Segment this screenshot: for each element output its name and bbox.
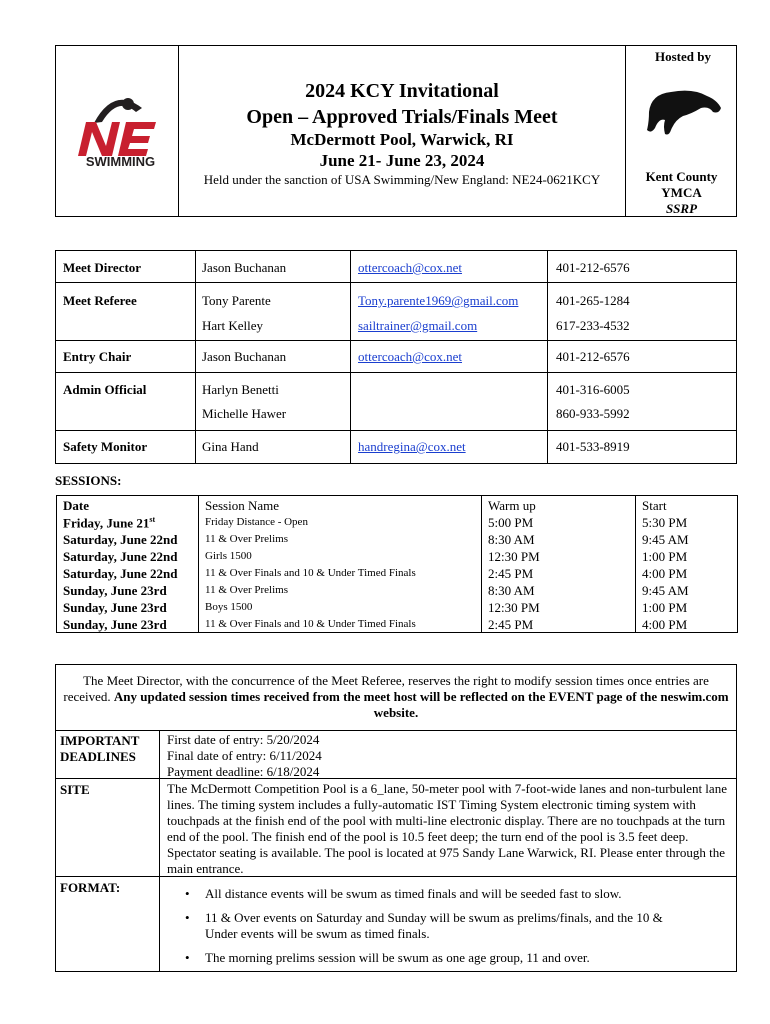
deadlines-list bbox=[167, 732, 322, 780]
official-name: Gina Hand bbox=[202, 439, 259, 454]
official-email-link[interactable]: ottercoach@cox.net bbox=[358, 349, 463, 364]
format-item: • The morning prelims session will be swum as one age group, 11 and over. bbox=[160, 950, 680, 966]
official-phone: 401-533-8919 bbox=[556, 439, 630, 454]
session-start: 5:30 PM bbox=[642, 515, 688, 530]
official-name: Tony Parente bbox=[202, 293, 271, 308]
payment-deadline: Payment deadline: 6/18/2024 bbox=[167, 764, 320, 779]
session-date: Sunday, June 23rd bbox=[63, 583, 167, 598]
host-line-1: Kent County bbox=[645, 169, 718, 184]
session-start: 4:00 PM bbox=[642, 617, 688, 632]
deadlines-label: IMPORTANT DEADLINES bbox=[60, 733, 140, 764]
official-phone: 401-212-6576 bbox=[556, 260, 630, 275]
session-warmup: 12:30 PM bbox=[488, 549, 540, 564]
ne-swimming-logo-graphic bbox=[56, 46, 178, 217]
logo-wordmark: SWIMMING bbox=[85, 154, 156, 169]
meet-subtitle: Open – Approved Trials/Finals Meet bbox=[246, 106, 558, 128]
host-line-3: SSRP bbox=[665, 201, 698, 216]
meet-dates: June 21- June 23, 2024 bbox=[319, 151, 485, 170]
official-phone: 401-316-6005 bbox=[556, 382, 630, 397]
session-warmup: 8:30 AM bbox=[488, 583, 535, 598]
session-warmup: 8:30 AM bbox=[488, 532, 535, 547]
meet-info-box bbox=[55, 664, 737, 972]
role-admin-official: Admin Official bbox=[63, 382, 147, 397]
session-warmup: 2:45 PM bbox=[488, 566, 534, 581]
schedule-notice bbox=[62, 673, 730, 721]
official-phone: 401-212-6576 bbox=[556, 349, 630, 364]
session-name: Boys 1500 bbox=[205, 601, 253, 613]
session-date: Sunday, June 23rd bbox=[63, 617, 167, 632]
session-date: Saturday, June 22nd bbox=[63, 566, 178, 581]
official-email-link[interactable]: ottercoach@cox.net bbox=[358, 260, 463, 275]
session-date: Saturday, June 22nd bbox=[63, 549, 178, 564]
official-phone: 401-265-1284 bbox=[556, 293, 630, 308]
notice-plain: The Meet Director, with the concurrence of the Meet Referee, reserves the right to modify session times once entries are received. bbox=[63, 673, 709, 704]
official-name: Harlyn Benetti bbox=[202, 382, 279, 397]
meet-title: 2024 KCY Invitational bbox=[305, 80, 499, 102]
hosted-by-label: Hosted by bbox=[655, 49, 711, 64]
official-name: Michelle Hawer bbox=[202, 406, 287, 421]
role-safety-monitor: Safety Monitor bbox=[63, 439, 148, 454]
site-label: SITE bbox=[60, 782, 90, 797]
session-warmup: 2:45 PM bbox=[488, 617, 534, 632]
official-email-link[interactable]: sailtrainer@gmail.com bbox=[358, 318, 478, 333]
sessions-label: SESSIONS: bbox=[55, 473, 122, 488]
session-name: 11 & Over Finals and 10 & Under Timed Finals bbox=[205, 618, 416, 630]
session-date: Friday, June 21st bbox=[63, 515, 156, 531]
session-name: Girls 1500 bbox=[205, 550, 252, 562]
session-warmup: 12:30 PM bbox=[488, 600, 540, 615]
session-warmup: 5:00 PM bbox=[488, 515, 534, 530]
session-start: 9:45 AM bbox=[642, 583, 689, 598]
ne-swimming-logo bbox=[56, 46, 179, 217]
meet-location: McDermott Pool, Warwick, RI bbox=[290, 130, 514, 149]
role-entry-chair: Entry Chair bbox=[63, 349, 132, 364]
format-item: • 11 & Over events on Saturday and Sunday will be swum as prelims/finals, and the 10 & Under events will be swum as timed finals. bbox=[160, 910, 680, 942]
session-start: 1:00 PM bbox=[642, 600, 688, 615]
session-name: 11 & Over Prelims bbox=[205, 533, 288, 545]
host-line-2: YMCA bbox=[661, 185, 702, 200]
format-list bbox=[160, 886, 680, 966]
host-block bbox=[625, 46, 737, 217]
session-start: 4:00 PM bbox=[642, 566, 688, 581]
notice-bold: Any updated session times received from the meet host will be reflected on the EVENT page of the neswim.com website. bbox=[113, 689, 729, 720]
session-name: 11 & Over Prelims bbox=[205, 584, 288, 596]
sessions-header-start: Start bbox=[642, 498, 667, 513]
session-name: 11 & Over Finals and 10 & Under Timed Finals bbox=[205, 567, 416, 579]
role-meet-director: Meet Director bbox=[63, 260, 142, 275]
official-phone: 860-933-5992 bbox=[556, 406, 630, 421]
session-date: Saturday, June 22nd bbox=[63, 532, 178, 547]
format-label: FORMAT: bbox=[60, 880, 121, 895]
first-entry-date: First date of entry: 5/20/2024 bbox=[167, 732, 320, 747]
official-name: Hart Kelley bbox=[202, 318, 264, 333]
final-entry-date: Final date of entry: 6/11/2024 bbox=[167, 748, 322, 763]
session-date: Sunday, June 23rd bbox=[63, 600, 167, 615]
role-meet-referee: Meet Referee bbox=[63, 293, 137, 308]
official-phone: 617-233-4532 bbox=[556, 318, 630, 333]
session-start: 1:00 PM bbox=[642, 549, 688, 564]
sessions-header-name: Session Name bbox=[205, 498, 280, 513]
format-item: • All distance events will be swum as timed finals and will be seeded fast to slow. bbox=[160, 886, 680, 902]
site-description: The McDermott Competition Pool is a 6_lane, 50-meter pool with 7-foot-wide lanes and non-turbulent lane lines. The timing system includes a fully-automatic IST Timing System electronic timing system with touchpads at the finish end of the pool with multi-line electronic display. There are no touchpads at the turn end of the pool. The finish end of the pool is 10.5 feet deep; the turn end of the pool is 3.5 feet deep. Spectator seating is available. The pool is located at 975 Sandy Lane Warwick, RI. Please enter through the main entrance. bbox=[167, 781, 727, 876]
host-name bbox=[626, 169, 737, 217]
header-title-block bbox=[179, 46, 625, 217]
official-email-link[interactable]: Tony.parente1969@gmail.com bbox=[358, 293, 519, 308]
sessions-header-warmup: Warm up bbox=[488, 498, 536, 513]
otter-icon bbox=[641, 84, 725, 140]
sessions-header-date: Date bbox=[63, 498, 89, 513]
official-name: Jason Buchanan bbox=[202, 349, 287, 364]
meet-header bbox=[55, 45, 737, 217]
official-name: Jason Buchanan bbox=[202, 260, 287, 275]
sanction-text: Held under the sanction of USA Swimming/New England: NE24-0621KCY bbox=[203, 172, 601, 187]
session-name: Friday Distance - Open bbox=[205, 516, 308, 528]
officials-table bbox=[55, 250, 737, 464]
session-start: 9:45 AM bbox=[642, 532, 689, 547]
sessions-table bbox=[56, 495, 738, 633]
official-email-link[interactable]: handregina@cox.net bbox=[358, 439, 466, 454]
